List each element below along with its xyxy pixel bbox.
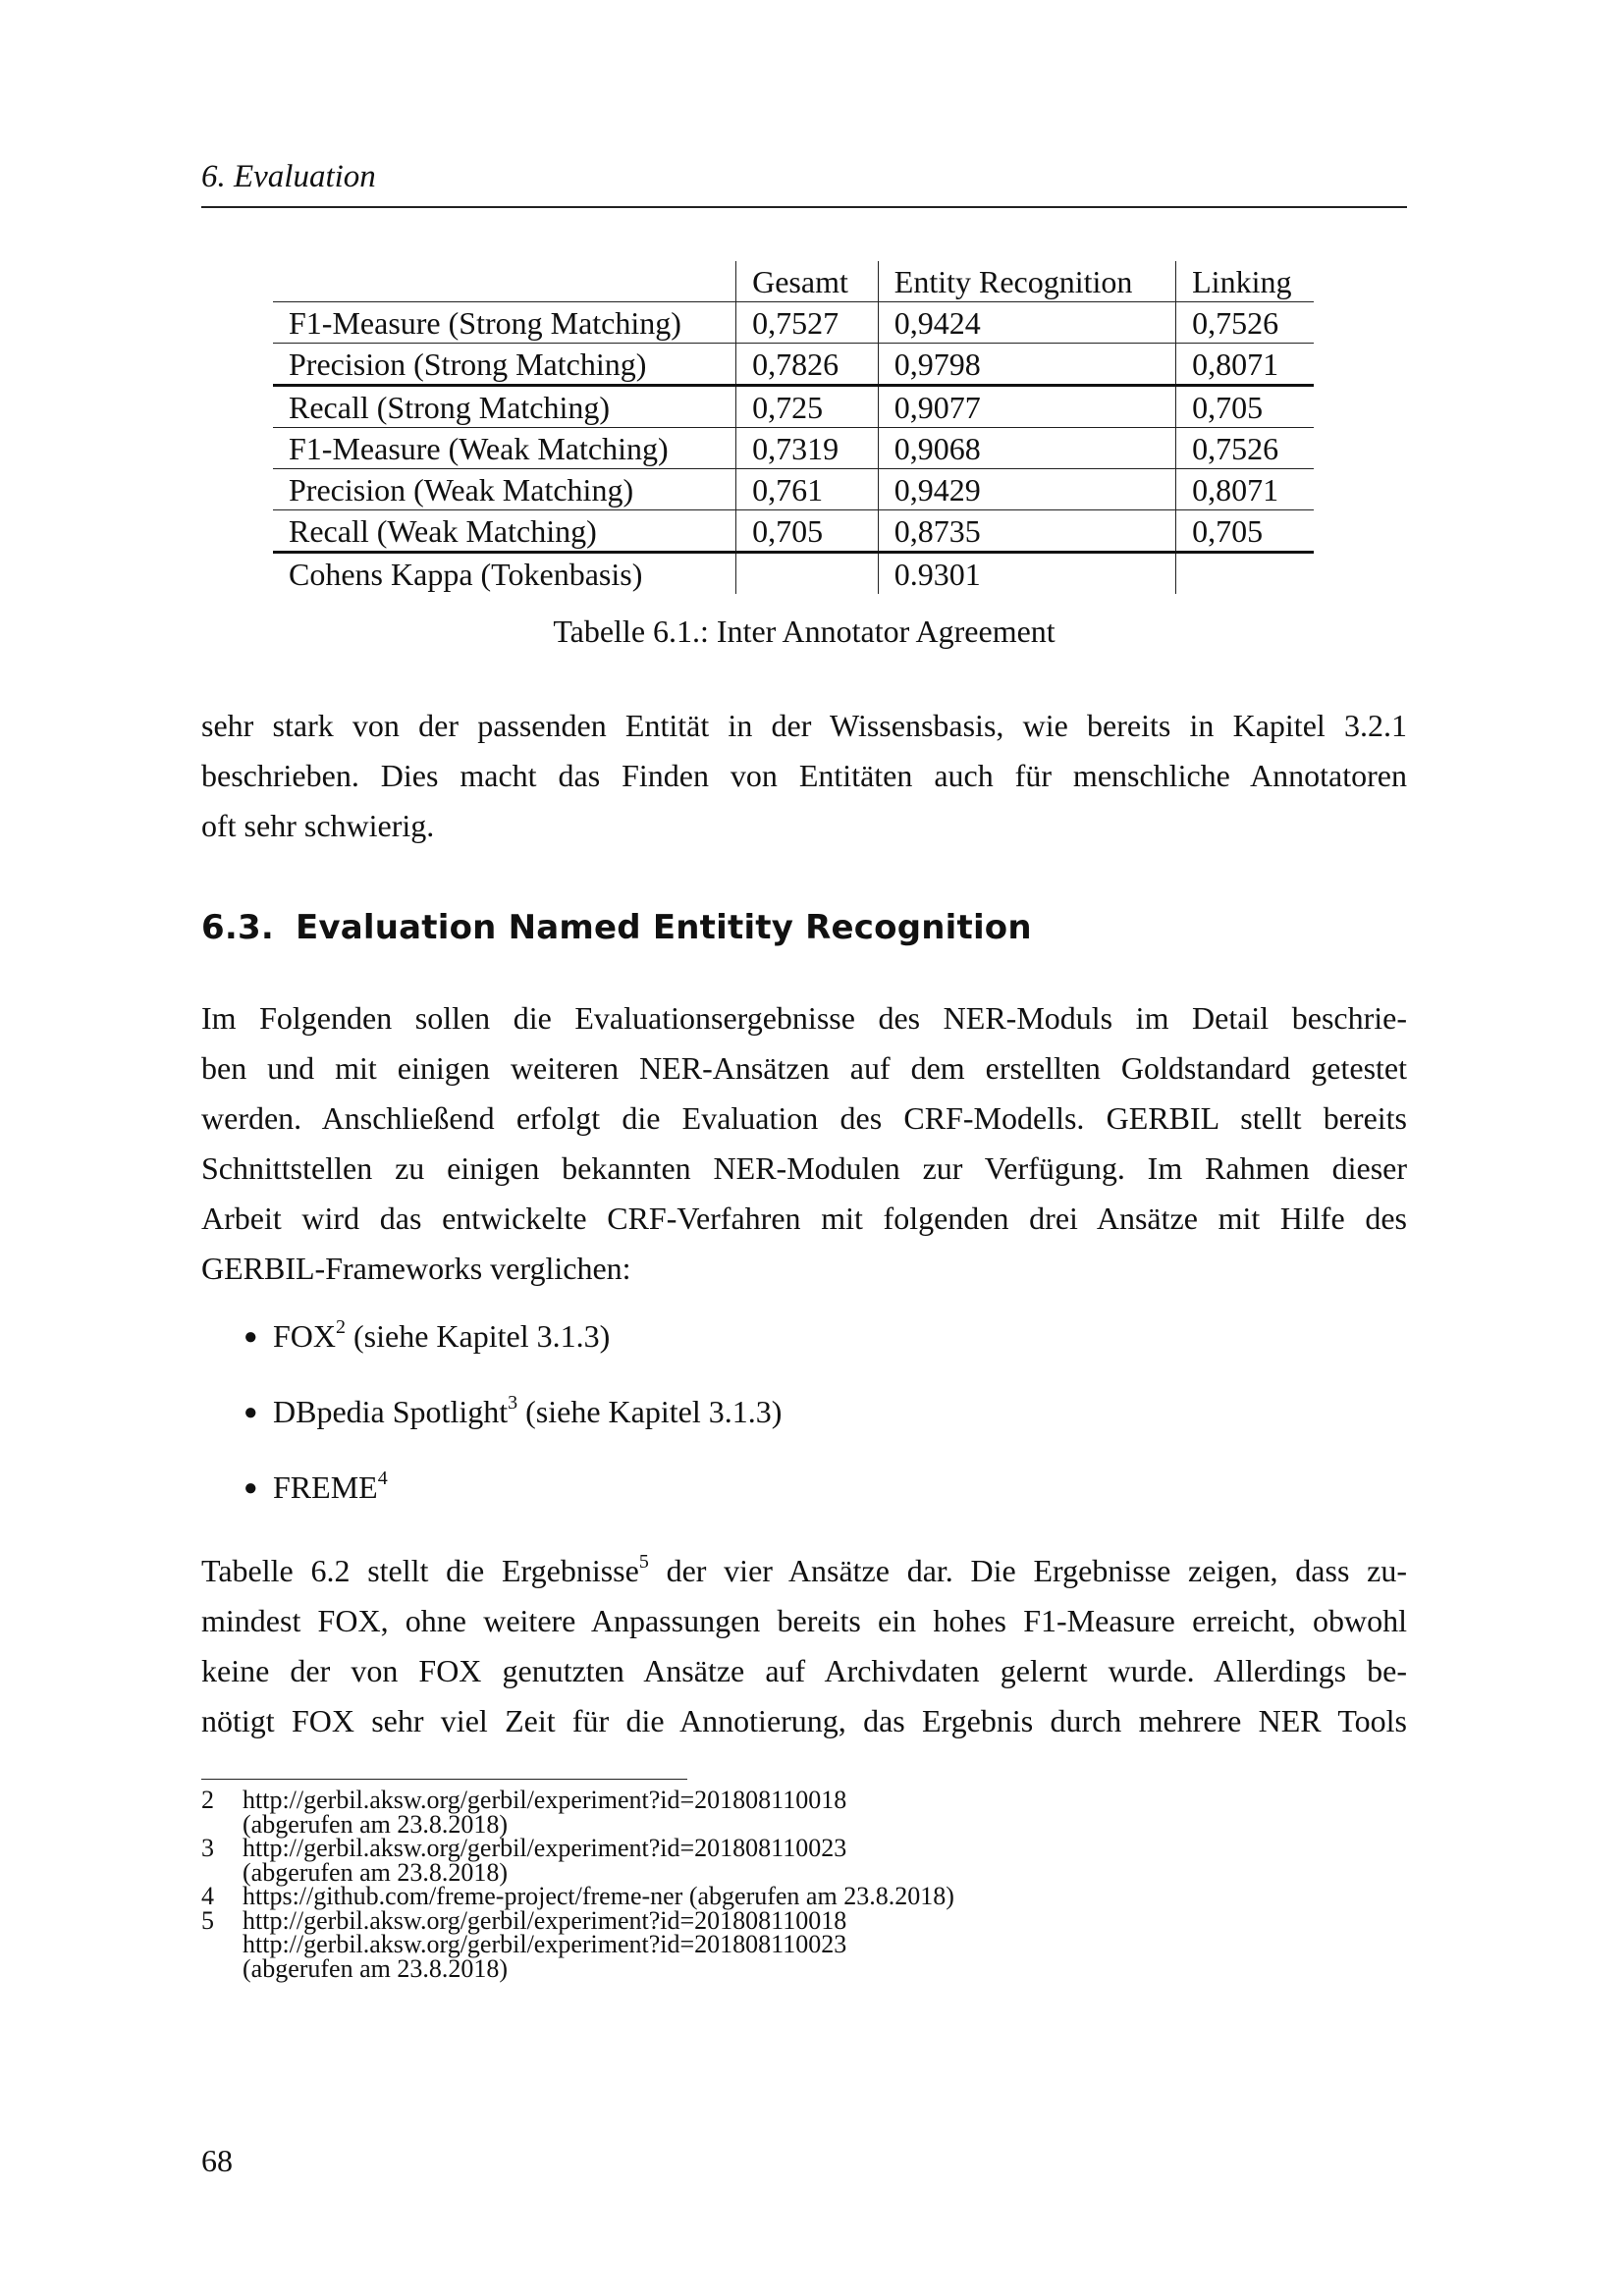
cell-linking: 0,7526 xyxy=(1176,428,1314,469)
footnote xyxy=(201,1882,954,1910)
text-line: Im Folgenden sollen die Evaluationsergebnisse des NER-Moduls im Detail beschrie- xyxy=(201,1000,1407,1036)
inter-annotator-table xyxy=(273,261,1314,594)
cell-linking: 0,8071 xyxy=(1176,469,1314,510)
cell-gesamt: 0,7527 xyxy=(736,302,879,344)
text-segment: Tabelle 6.2 stellt die Ergebnisse xyxy=(201,1553,639,1588)
row-label: Precision (Strong Matching) xyxy=(273,344,736,386)
cell-entity-recognition: 0,9798 xyxy=(878,344,1175,386)
running-header: 6. Evaluation xyxy=(201,159,376,194)
cell-linking: 0,705 xyxy=(1176,386,1314,428)
table-row xyxy=(273,510,1314,553)
footnote-text: (abgerufen am 23.8.2018) xyxy=(243,1953,509,1983)
cell-entity-recognition: 0,9068 xyxy=(878,428,1175,469)
table-row xyxy=(273,428,1314,469)
text-line: werden. Anschließend erfolgt die Evaluation des CRF-Modells. GERBIL stellt bereits xyxy=(201,1100,1407,1136)
text-line: sehr stark von der passenden Entität in der Wissensbasis, wie bereits in Kapitel 3.2.1 xyxy=(201,708,1407,743)
footnote xyxy=(201,1786,954,1839)
list-item-name: DBpedia Spotlight xyxy=(273,1394,509,1429)
footnote-ref[interactable]: 4 xyxy=(377,1468,388,1489)
table-caption: Tabelle 6.1.: Inter Annotator Agreement xyxy=(553,614,1056,649)
row-label: F1-Measure (Strong Matching) xyxy=(273,302,736,344)
table-header-row xyxy=(273,261,1314,302)
bullet-icon: ● xyxy=(244,1324,258,1350)
text-line: Arbeit wird das entwickelte CRF-Verfahren mit folgenden drei Ansätze mit Hilfe des xyxy=(201,1201,1407,1236)
list-item xyxy=(244,1394,782,1430)
list-item-suffix: (siehe Kapitel 3.1.3) xyxy=(517,1394,783,1429)
footnote-link[interactable]: http://gerbil.aksw.org/gerbil/experiment?id=201808110023 xyxy=(243,1930,847,1958)
cell-linking: 0,7526 xyxy=(1176,302,1314,344)
text-line: ben und mit einigen weiteren NER-Ansätzen auf dem erstellten Goldstandard getestet xyxy=(201,1050,1407,1086)
list-item xyxy=(244,1469,388,1506)
footnote-link[interactable]: https://github.com/freme-project/freme-ner (abgerufen am 23.8.2018) xyxy=(243,1882,954,1910)
text-line: oft sehr schwierig. xyxy=(201,808,435,843)
cell-gesamt: 0,705 xyxy=(736,510,879,553)
section-heading xyxy=(201,908,1032,947)
table-row xyxy=(273,553,1314,595)
bullet-icon: ● xyxy=(244,1400,258,1425)
cell-gesamt: 0,7826 xyxy=(736,344,879,386)
cell-linking: 0,705 xyxy=(1176,510,1314,553)
footnote-number: 5 xyxy=(201,1905,214,1935)
cell-entity-recognition: 0,8735 xyxy=(878,510,1175,553)
list-item-name: FOX xyxy=(273,1318,337,1354)
paragraph-intro xyxy=(201,993,1407,1294)
text-line xyxy=(201,1546,1407,1596)
table-header-linking: Linking xyxy=(1176,261,1314,302)
footnote xyxy=(201,1905,954,1983)
footnote-number: 3 xyxy=(201,1834,214,1862)
row-label: Recall (Weak Matching) xyxy=(273,510,736,553)
header-rule xyxy=(201,206,1407,208)
footnote-ref[interactable]: 2 xyxy=(336,1316,347,1338)
cell-linking xyxy=(1176,553,1314,595)
cell-entity-recognition: 0,9424 xyxy=(878,302,1175,344)
section-title: Evaluation Named Entitity Recognition xyxy=(295,908,1032,947)
bullet-icon: ● xyxy=(244,1475,258,1501)
cell-entity-recognition: 0,9077 xyxy=(878,386,1175,428)
table-row xyxy=(273,344,1314,386)
cell-gesamt xyxy=(736,553,879,595)
footnote xyxy=(201,1834,954,1887)
text-line: GERBIL-Frameworks verglichen: xyxy=(201,1251,631,1286)
row-label: Recall (Strong Matching) xyxy=(273,386,736,428)
text-line: mindest FOX, ohne weitere Anpassungen bereits ein hohes F1-Measure erreicht, obwohl xyxy=(201,1603,1407,1638)
footnote-link[interactable]: http://gerbil.aksw.org/gerbil/experiment?id=201808110018 xyxy=(243,1905,847,1935)
page-number: 68 xyxy=(201,2143,233,2178)
text-segment: der vier Ansätze dar. Die Ergebnisse zeigen, dass zu- xyxy=(648,1553,1408,1588)
footnote-number: 4 xyxy=(201,1882,214,1910)
footnote-link[interactable]: http://gerbil.aksw.org/gerbil/experiment?id=201808110018 xyxy=(243,1786,847,1814)
footnote-ref[interactable]: 3 xyxy=(508,1392,518,1414)
paragraph-results xyxy=(201,1546,1407,1746)
cell-gesamt: 0,725 xyxy=(736,386,879,428)
paragraph-continuation xyxy=(201,701,1407,851)
list-item-name: FREME xyxy=(273,1469,378,1505)
cell-entity-recognition: 0,9429 xyxy=(878,469,1175,510)
table-header-entity-recognition: Entity Recognition xyxy=(878,261,1175,302)
footnotes xyxy=(201,1786,954,1983)
list-item xyxy=(244,1318,610,1355)
cell-linking: 0,8071 xyxy=(1176,344,1314,386)
table-row xyxy=(273,469,1314,510)
table-header-empty xyxy=(273,261,736,302)
footnote-text: (abgerufen am 23.8.2018) xyxy=(243,1857,509,1887)
list-item-suffix: (siehe Kapitel 3.1.3) xyxy=(346,1318,611,1354)
row-label: Cohens Kappa (Tokenbasis) xyxy=(273,553,736,595)
row-label: F1-Measure (Weak Matching) xyxy=(273,428,736,469)
table-row xyxy=(273,302,1314,344)
row-label: Precision (Weak Matching) xyxy=(273,469,736,510)
text-line: nötigt FOX sehr viel Zeit für die Annotierung, das Ergebnis durch mehrere NER Tools xyxy=(201,1703,1407,1738)
footnote-text: (abgerufen am 23.8.2018) xyxy=(243,1809,509,1839)
text-line: beschrieben. Dies macht das Finden von Entitäten auch für menschliche Annotatoren xyxy=(201,758,1407,793)
section-number: 6.3. xyxy=(201,908,274,947)
text-line: Schnittstellen zu einigen bekannten NER-Modulen zur Verfügung. Im Rahmen dieser xyxy=(201,1150,1407,1186)
cell-entity-recognition: 0.9301 xyxy=(878,553,1175,595)
text-line: keine der von FOX genutzten Ansätze auf Archivdaten gelernt wurde. Allerdings be- xyxy=(201,1653,1407,1688)
cell-gesamt: 0,7319 xyxy=(736,428,879,469)
footnote-rule xyxy=(201,1779,687,1780)
footnote-link[interactable]: http://gerbil.aksw.org/gerbil/experiment?id=201808110023 xyxy=(243,1834,847,1862)
footnote-ref[interactable]: 5 xyxy=(638,1551,649,1573)
cell-gesamt: 0,761 xyxy=(736,469,879,510)
table-header-gesamt: Gesamt xyxy=(736,261,879,302)
table-row xyxy=(273,386,1314,428)
footnote-number: 2 xyxy=(201,1786,214,1814)
